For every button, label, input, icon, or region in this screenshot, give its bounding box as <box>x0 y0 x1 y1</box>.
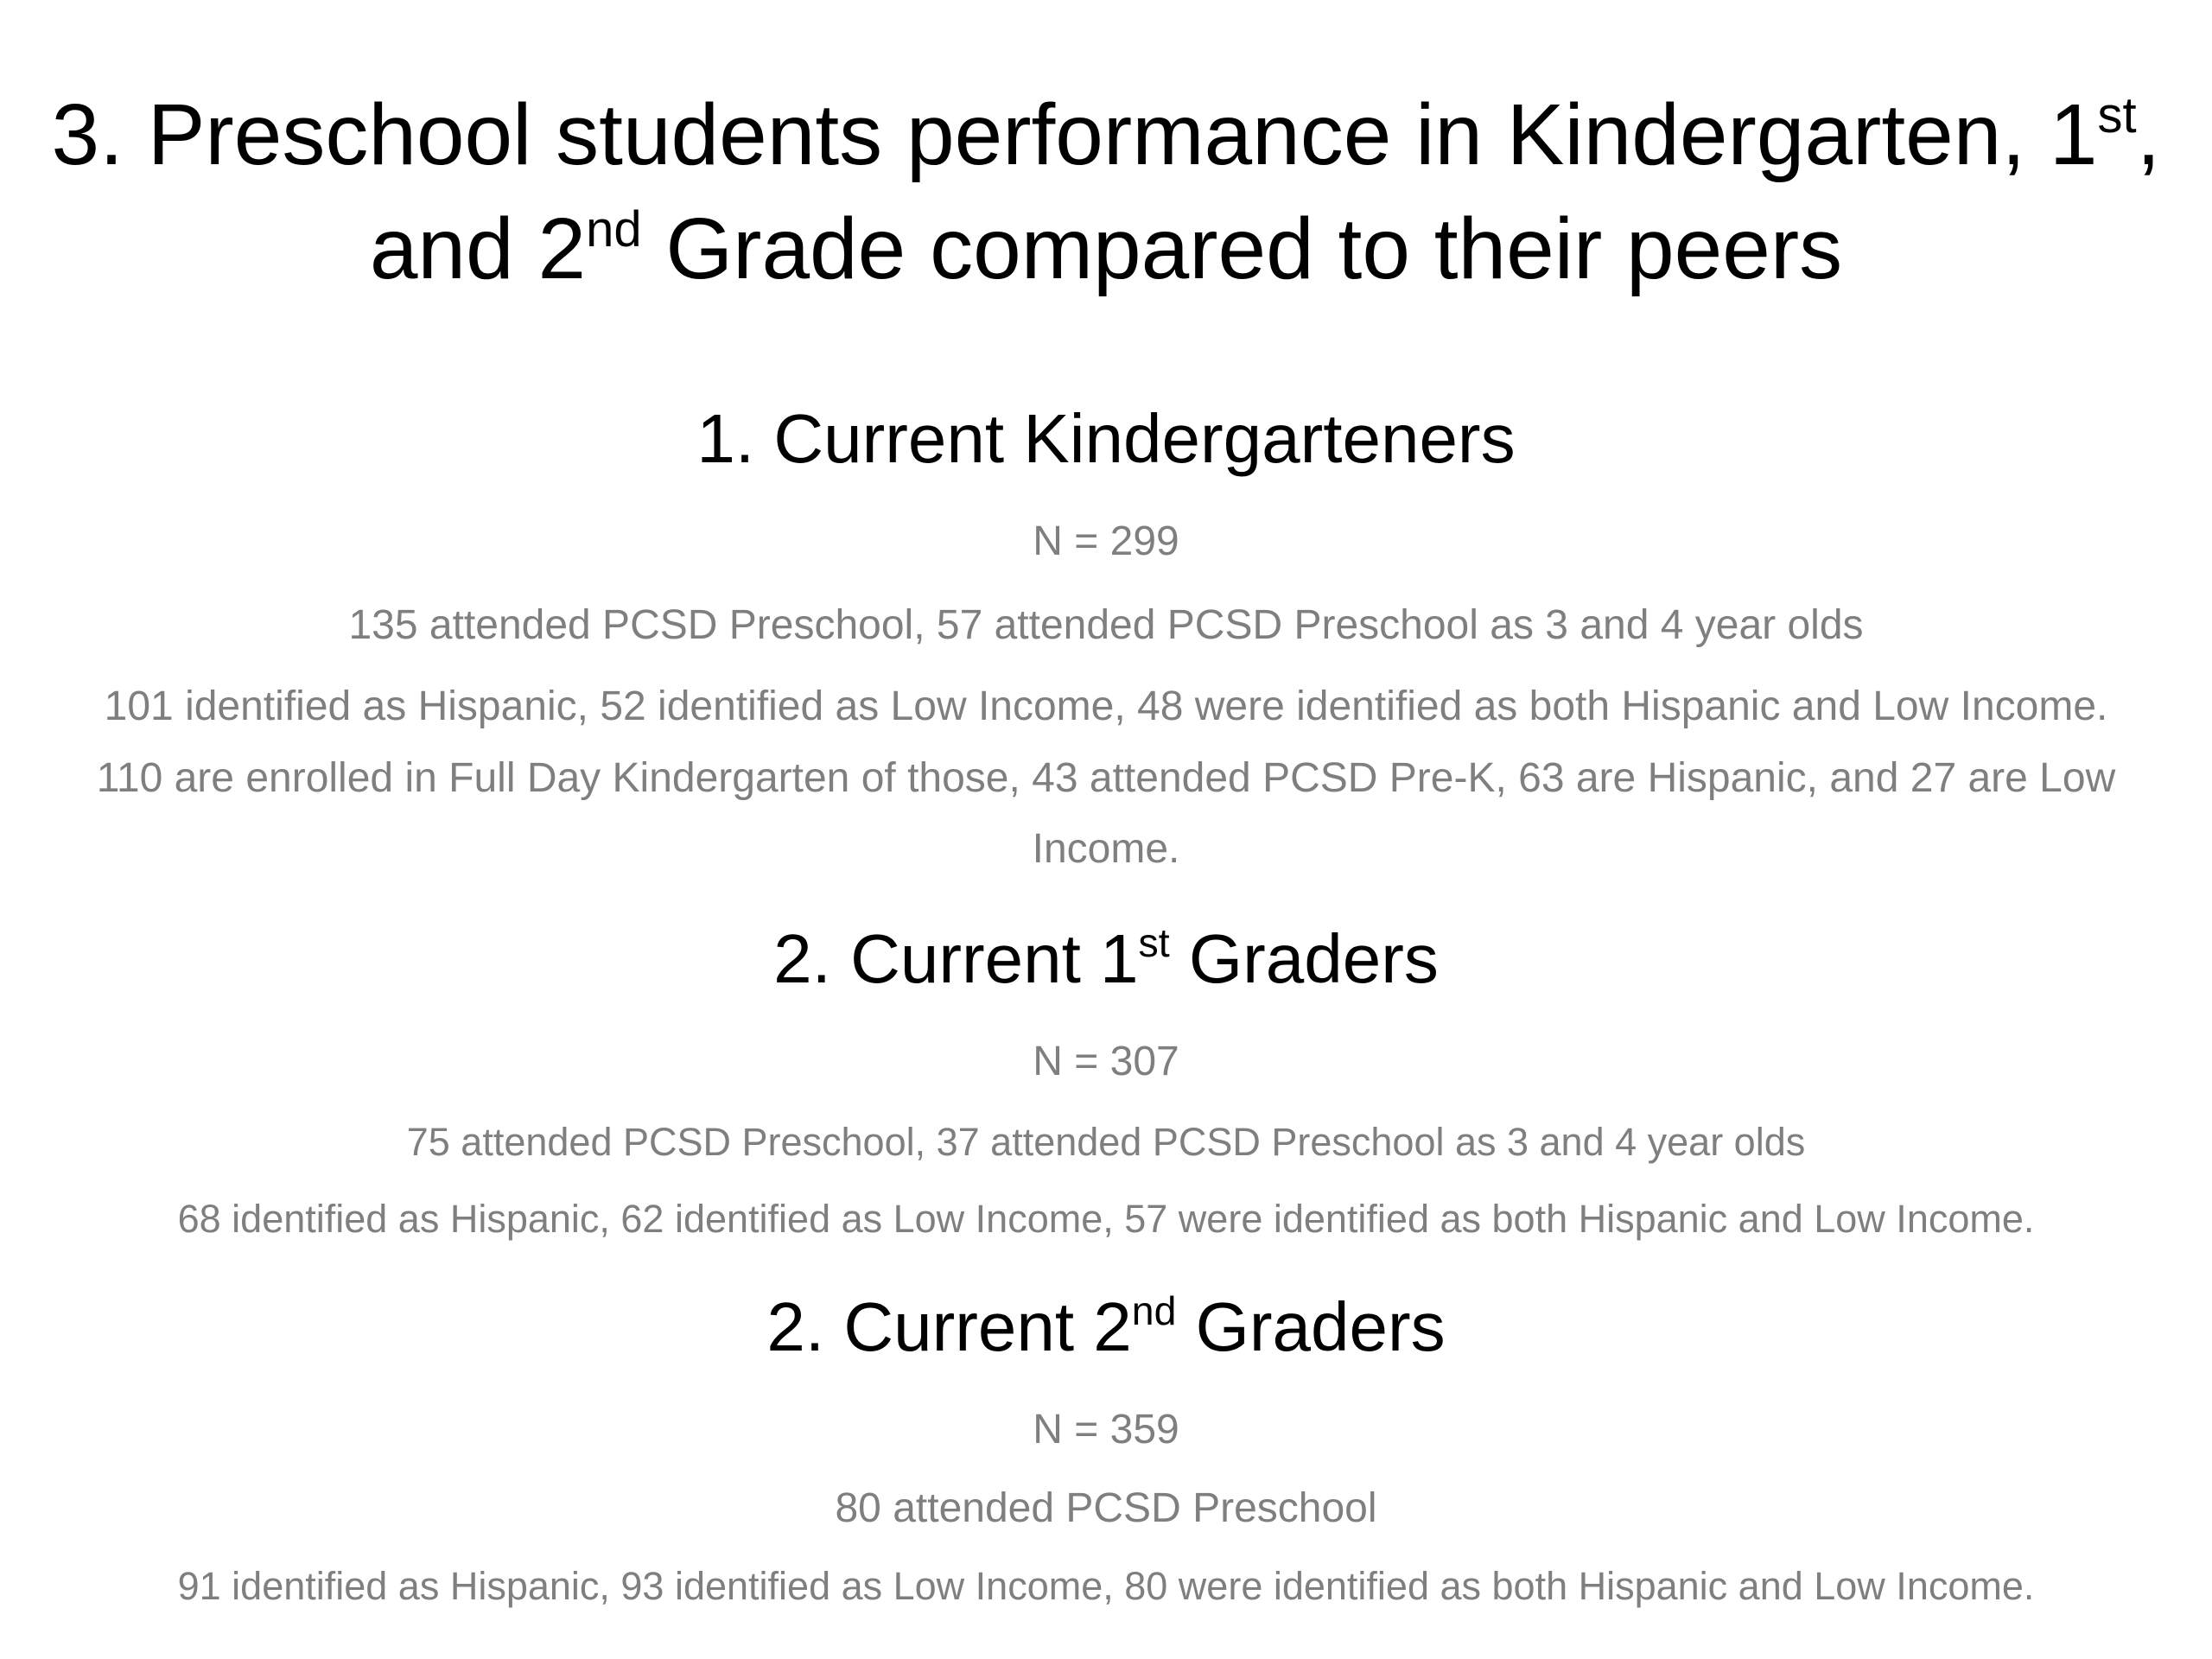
kindergarten-n-count: N = 299 <box>1033 518 1179 564</box>
heading-text: 1. Current Kindergarteners <box>696 400 1516 477</box>
heading-suffix: Graders <box>1176 1288 1446 1365</box>
title-line-1-superscript: st <box>2097 86 2137 143</box>
heading-superscript: nd <box>1131 1288 1177 1334</box>
first-grade-n-count: N = 307 <box>1033 1039 1179 1084</box>
kindergarten-full-day-enrollment-continued: Income. <box>1032 826 1180 872</box>
first-grade-demographics: 68 identified as Hispanic, 62 identified as Low Income, 57 were identified as both Hispanic and Low Income. <box>177 1197 2035 1241</box>
heading-superscript: st <box>1138 920 1170 966</box>
title-line-2-text: and 2 <box>369 200 587 297</box>
slide-title-line-2 <box>0 192 2212 306</box>
second-grade-preschool-attendance: 80 attended PCSD Preschool <box>835 1485 1377 1531</box>
heading-suffix: Graders <box>1169 920 1439 997</box>
heading-text: 2. Current 2 <box>766 1288 1132 1365</box>
title-line-1-suffix: , <box>2136 86 2161 183</box>
second-grade-n-count: N = 359 <box>1033 1407 1179 1452</box>
title-line-2-suffix: Grade compared to their peers <box>641 200 1843 297</box>
section-heading-second-grade <box>0 1284 2212 1370</box>
section-heading-kindergarten <box>0 396 2212 482</box>
section-heading-first-grade <box>0 916 2212 1002</box>
kindergarten-demographics: 101 identified as Hispanic, 52 identified as Low Income, 48 were identified as both Hispanic and Low Income. <box>104 683 2108 729</box>
kindergarten-preschool-attendance: 135 attended PCSD Preschool, 57 attended PCSD Preschool as 3 and 4 year olds <box>348 602 1864 648</box>
first-grade-preschool-attendance: 75 attended PCSD Preschool, 37 attended PCSD Preschool as 3 and 4 year olds <box>406 1120 1806 1164</box>
heading-text: 2. Current 1 <box>773 920 1139 997</box>
title-line-1-text: 3. Preschool students performance in Kindergarten, 1 <box>51 86 2098 183</box>
slide-title-line-1 <box>0 78 2212 192</box>
title-line-2-superscript: nd <box>586 200 642 257</box>
kindergarten-full-day-enrollment: 110 are enrolled in Full Day Kindergarten of those, 43 attended PCSD Pre-K, 63 are Hispanic, and 27 are Low <box>96 755 2116 801</box>
second-grade-demographics: 91 identified as Hispanic, 93 identified as Low Income, 80 were identified as both Hispanic and Low Income. <box>177 1564 2035 1608</box>
